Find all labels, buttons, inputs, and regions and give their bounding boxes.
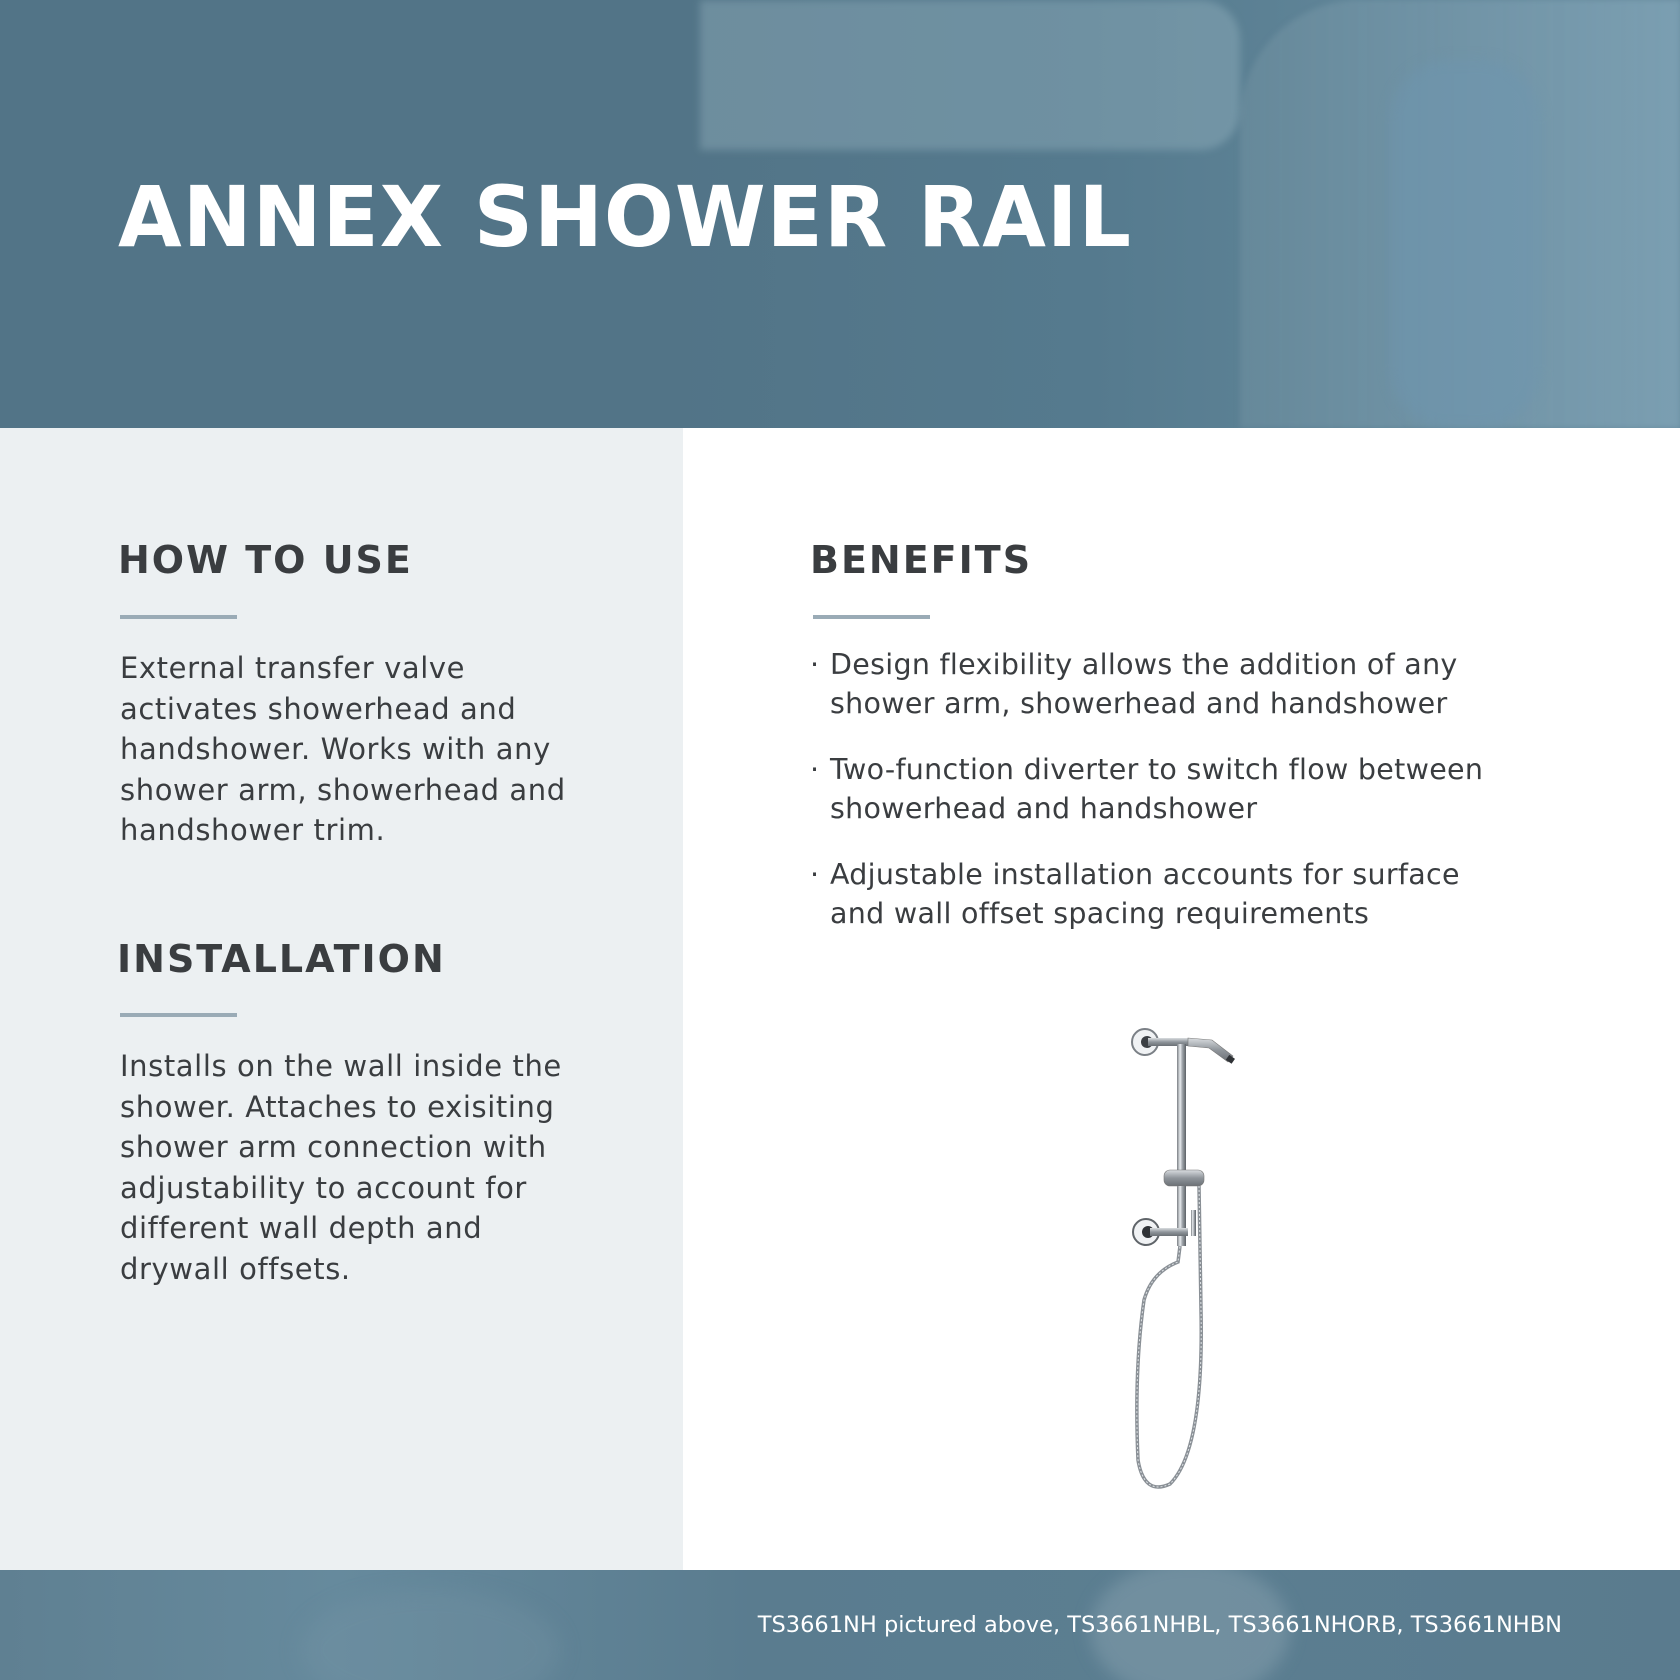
benefits-heading: BENEFITS	[810, 538, 1033, 582]
installation-line: different wall depth and	[120, 1211, 483, 1245]
installation-line: Installs on the wall inside the	[120, 1049, 562, 1083]
benefit-item	[810, 751, 1530, 828]
how-to-use-line: shower arm, showerhead and	[120, 772, 566, 807]
how-to-use-line: handshower. Works with any	[120, 732, 551, 766]
benefit-line: shower arm, showerhead and handshower	[830, 686, 1448, 720]
installation-line: adjustability to account for	[120, 1170, 527, 1205]
shower-rail-product-icon	[1100, 1010, 1260, 1490]
bullet-icon: ·	[810, 858, 820, 891]
bullet-icon: ·	[810, 648, 820, 681]
page-title: ANNEX SHOWER RAIL	[118, 168, 1132, 266]
how-to-use-text	[120, 648, 566, 851]
hero-banner	[0, 0, 1680, 428]
how-to-use-heading: HOW TO USE	[118, 538, 413, 582]
how-to-use-line: External transfer valve	[120, 651, 466, 685]
benefit-line: and wall offset spacing requirements	[830, 896, 1370, 930]
hero-background-highlight	[1390, 60, 1540, 428]
how-to-use-line: activates showerhead and	[120, 691, 517, 726]
how-to-use-line: handshower trim.	[120, 813, 386, 847]
benefit-item	[810, 856, 1530, 933]
left-panel	[0, 428, 683, 1570]
installation-line: shower arm connection with	[120, 1130, 547, 1164]
installation-text	[120, 1046, 562, 1289]
installation-line: drywall offsets.	[120, 1251, 351, 1286]
model-numbers-caption: TS3661NH pictured above, TS3661NHBL, TS3661NHORB, TS3661NHBN	[757, 1612, 1562, 1638]
installation-heading: INSTALLATION	[117, 937, 446, 981]
installation-line: shower. Attaches to exisiting	[120, 1089, 555, 1124]
bullet-icon: ·	[810, 753, 820, 786]
benefits-list	[810, 646, 1530, 961]
hero-background-image	[700, 0, 1240, 150]
benefit-line: Two-function diverter to switch flow between	[830, 753, 1484, 786]
benefit-line: Adjustable installation accounts for surface	[830, 858, 1460, 891]
installation-divider	[120, 1013, 237, 1017]
benefit-item	[810, 646, 1530, 723]
footer-banner	[0, 1570, 1680, 1680]
benefit-line: showerhead and handshower	[830, 791, 1258, 825]
benefit-line: Design flexibility allows the addition of any	[830, 648, 1458, 681]
footer-background-shape	[300, 1590, 560, 1680]
benefits-divider	[813, 615, 930, 619]
how-to-use-divider	[120, 615, 237, 619]
